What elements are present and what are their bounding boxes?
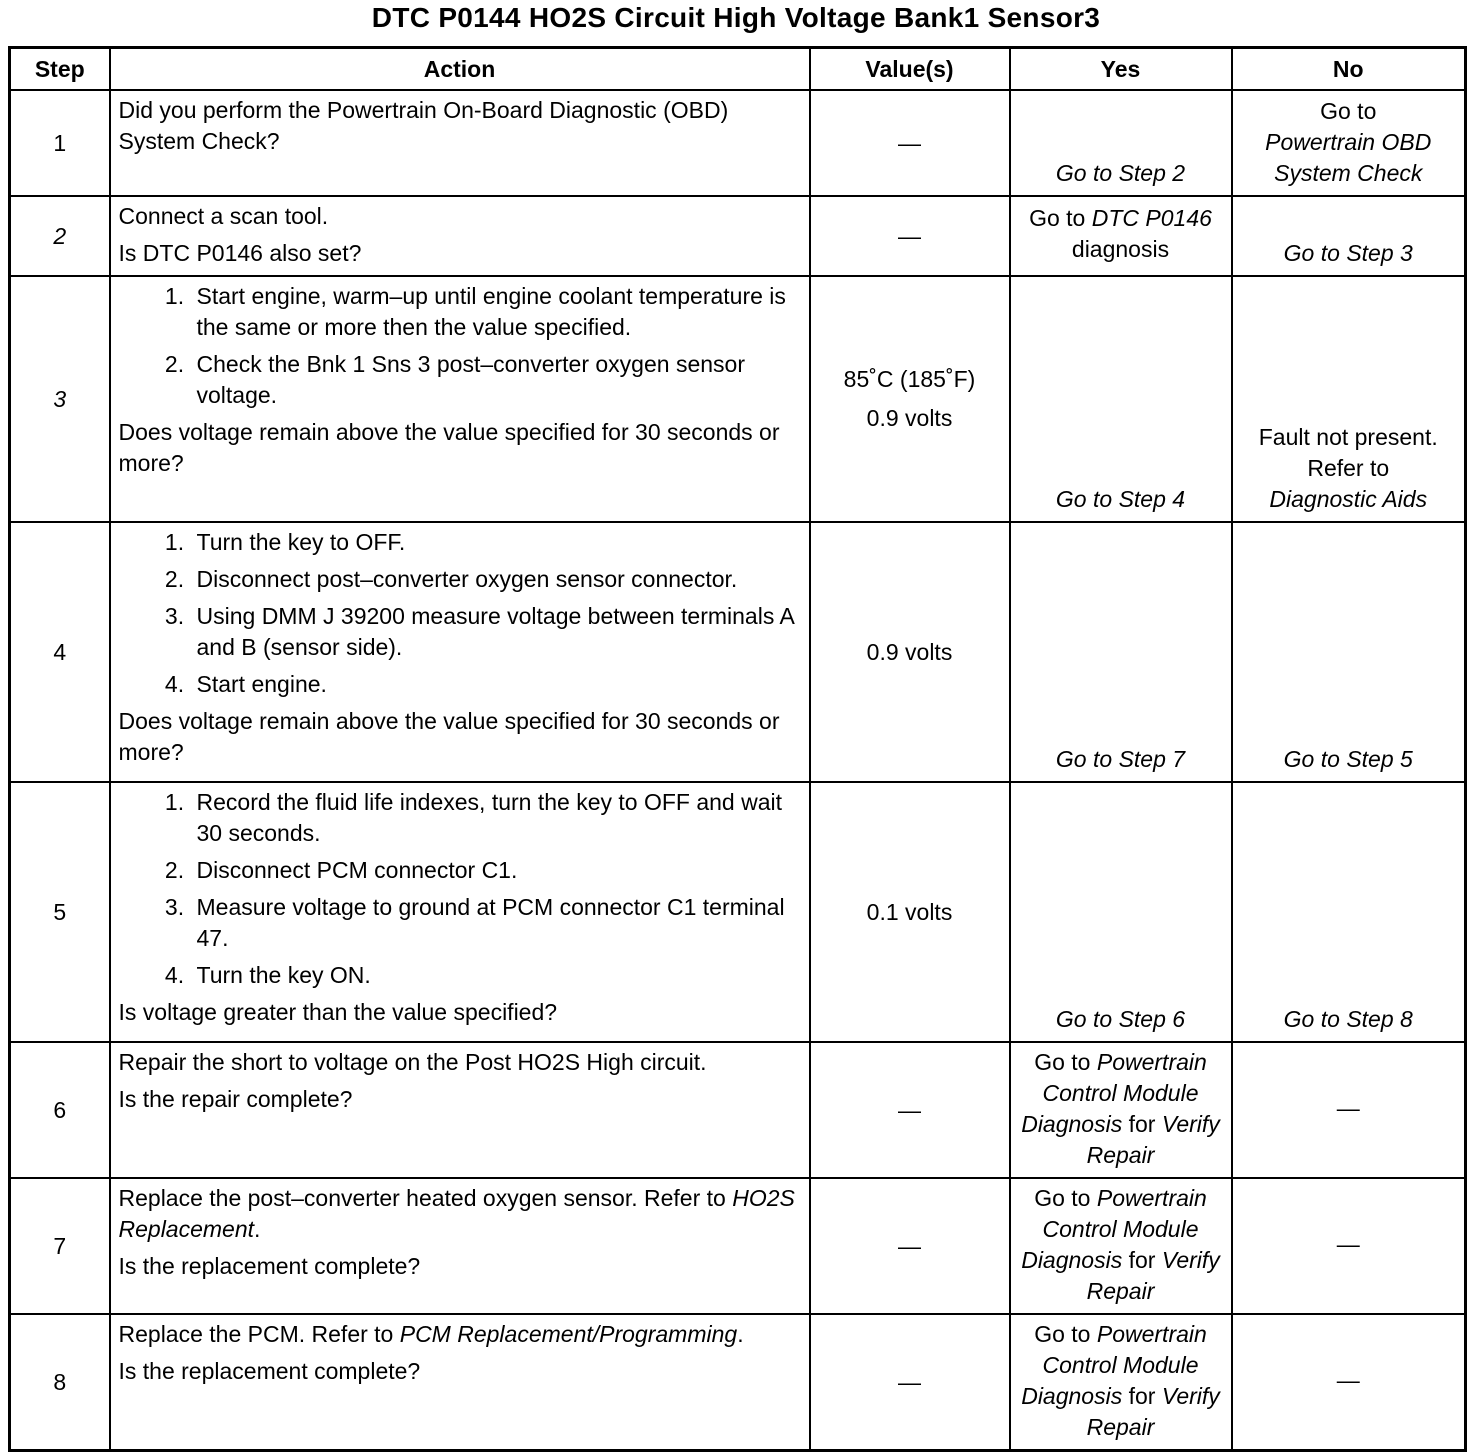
yes-cell	[1010, 90, 1232, 196]
no-link[interactable]: Diagnostic Aids	[1269, 486, 1428, 512]
action-text: Did you perform the Powertrain On-Board Diagnostic (OBD) System Check?	[118, 97, 729, 154]
step-number: 6	[10, 1042, 110, 1178]
yes-link[interactable]: Go to Step 2	[1055, 160, 1186, 186]
action-cell	[110, 522, 810, 782]
header-yes: Yes	[1010, 48, 1232, 91]
header-step: Step	[10, 48, 110, 91]
no-cell	[1232, 90, 1466, 196]
no-refer: Refer to	[1307, 455, 1390, 481]
no-prefix: Go to	[1320, 98, 1377, 124]
action-question: Does voltage remain above the value specified for 30 seconds or more?	[118, 708, 780, 765]
action-step-item: 4. Turn the key ON.	[191, 960, 803, 991]
table-row	[10, 1314, 1466, 1451]
action-cell	[110, 196, 810, 276]
action-cell	[110, 1042, 810, 1178]
yes-link[interactable]: Go to Step 7	[1055, 746, 1186, 772]
yes-mid: for	[1128, 1383, 1156, 1409]
action-question: Is voltage greater than the value specified?	[118, 999, 558, 1025]
no-cell	[1232, 522, 1466, 782]
yes-link-verify[interactable]: Verify Repair	[1086, 1111, 1220, 1168]
step-number: 8	[10, 1314, 110, 1451]
yes-cell	[1010, 522, 1232, 782]
table-row	[10, 276, 1466, 522]
table-row	[10, 782, 1466, 1042]
yes-link[interactable]: Go to Step 4	[1055, 486, 1186, 512]
no-link[interactable]: Go to Step 3	[1283, 240, 1413, 266]
action-question: Is the repair complete?	[118, 1086, 353, 1112]
action-step-item: 3. Measure voltage to ground at PCM connector C1 terminal 47.	[191, 892, 803, 954]
action-step-item: 2. Check the Bnk 1 Sns 3 post–converter oxygen sensor voltage.	[191, 349, 803, 411]
action-steps	[119, 281, 803, 411]
step-number: 3	[10, 276, 110, 522]
yes-link[interactable]: Go to Step 6	[1055, 1006, 1186, 1032]
no-cell	[1232, 782, 1466, 1042]
no-cell: —	[1232, 1042, 1466, 1178]
yes-prefix: Go to	[1034, 1321, 1091, 1347]
action-question: Is the replacement complete?	[118, 1358, 421, 1384]
value-voltage: 0.9 volts	[866, 405, 953, 431]
action-step-item: 1. Record the fluid life indexes, turn the key to OFF and wait 30 seconds.	[191, 787, 803, 849]
table-row	[10, 196, 1466, 276]
action-step-item: 1. Start engine, warm–up until engine coolant temperature is the same or more then the value specified.	[191, 281, 803, 343]
value-cell: 0.9 volts	[810, 522, 1010, 782]
page-title: DTC P0144 HO2S Circuit High Voltage Bank1 Sensor3	[371, 2, 1101, 33]
action-step-item: 4. Start engine.	[191, 669, 803, 700]
no-link[interactable]: Go to Step 5	[1283, 746, 1413, 772]
action-cell	[110, 90, 810, 196]
yes-link-diagnosis[interactable]: Powertrain Control Module Diagnosis	[1021, 1321, 1207, 1409]
action-cell: Replace the PCM. Refer to PCM Replacement/Programming. Is the replacement complete?	[110, 1314, 810, 1451]
action-text: Connect a scan tool.	[118, 203, 329, 229]
yes-cell	[1010, 276, 1232, 522]
action-steps	[119, 527, 803, 700]
step-number: 5	[10, 782, 110, 1042]
value-cell: —	[810, 90, 1010, 196]
value-temperature: 85˚C (185˚F)	[843, 366, 976, 392]
action-text: Replace the post–converter heated oxygen sensor. Refer to	[118, 1185, 726, 1211]
value-cell: —	[810, 1314, 1010, 1451]
table-header-row	[10, 48, 1466, 91]
yes-link-verify[interactable]: Verify Repair	[1086, 1247, 1220, 1304]
no-link[interactable]: Go to Step 8	[1283, 1006, 1413, 1032]
yes-suffix: diagnosis	[1071, 236, 1170, 262]
value-cell: 0.1 volts	[810, 782, 1010, 1042]
table-row	[10, 1178, 1466, 1314]
no-cell: —	[1232, 1178, 1466, 1314]
value-cell: —	[810, 1042, 1010, 1178]
yes-link-diagnosis[interactable]: Powertrain Control Module Diagnosis	[1021, 1185, 1207, 1273]
action-question: Does voltage remain above the value specified for 30 seconds or more?	[118, 419, 780, 476]
action-step-item: 2. Disconnect post–converter oxygen sensor connector.	[191, 564, 803, 595]
action-text: Repair the short to voltage on the Post HO2S High circuit.	[118, 1049, 707, 1075]
no-link[interactable]: Powertrain OBD System Check	[1265, 129, 1432, 186]
step-number: 2	[10, 196, 110, 276]
yes-prefix: Go to	[1034, 1049, 1091, 1075]
action-step-item: 3. Using DMM J 39200 measure voltage between terminals A and B (sensor side).	[191, 601, 803, 663]
header-action: Action	[110, 48, 810, 91]
header-values: Value(s)	[810, 48, 1010, 91]
action-question: Is DTC P0146 also set?	[118, 240, 362, 266]
no-cell: —	[1232, 1314, 1466, 1451]
yes-cell	[1010, 1178, 1232, 1314]
yes-prefix: Go to	[1029, 205, 1086, 231]
action-cell	[110, 276, 810, 522]
yes-mid: for	[1128, 1247, 1156, 1273]
action-cell	[110, 782, 810, 1042]
action-step-item: 1. Turn the key to OFF.	[191, 527, 803, 558]
action-step-item: 2. Disconnect PCM connector C1.	[191, 855, 803, 886]
no-cell	[1232, 196, 1466, 276]
action-link[interactable]: HO2S Replacement	[118, 1185, 795, 1242]
value-cell: —	[810, 1178, 1010, 1314]
yes-cell	[1010, 196, 1232, 276]
no-cell	[1232, 276, 1466, 522]
yes-prefix: Go to	[1034, 1185, 1091, 1211]
table-row	[10, 522, 1466, 782]
yes-cell	[1010, 1314, 1232, 1451]
value-cell	[810, 276, 1010, 522]
yes-mid: for	[1128, 1111, 1156, 1137]
yes-link[interactable]: DTC P0146	[1091, 205, 1212, 231]
action-steps	[119, 787, 803, 991]
yes-cell	[1010, 1042, 1232, 1178]
yes-link-diagnosis[interactable]: Powertrain Control Module Diagnosis	[1021, 1049, 1207, 1137]
value-cell: —	[810, 196, 1010, 276]
header-no: No	[1232, 48, 1466, 91]
step-number: 4	[10, 522, 110, 782]
no-text: Fault not present.	[1258, 424, 1438, 450]
table-row	[10, 1042, 1466, 1178]
step-number: 7	[10, 1178, 110, 1314]
yes-link-verify[interactable]: Verify Repair	[1086, 1383, 1220, 1440]
action-link[interactable]: PCM Replacement/Programming	[399, 1321, 738, 1347]
action-cell: Replace the post–converter heated oxygen sensor. Refer to HO2S Replacement. Is the replacement complete?	[110, 1178, 810, 1314]
diagnostic-table	[8, 46, 1467, 1452]
yes-cell	[1010, 782, 1232, 1042]
table-row	[10, 90, 1466, 196]
action-text: Replace the PCM. Refer to	[118, 1321, 394, 1347]
step-number: 1	[10, 90, 110, 196]
action-question: Is the replacement complete?	[118, 1253, 421, 1279]
